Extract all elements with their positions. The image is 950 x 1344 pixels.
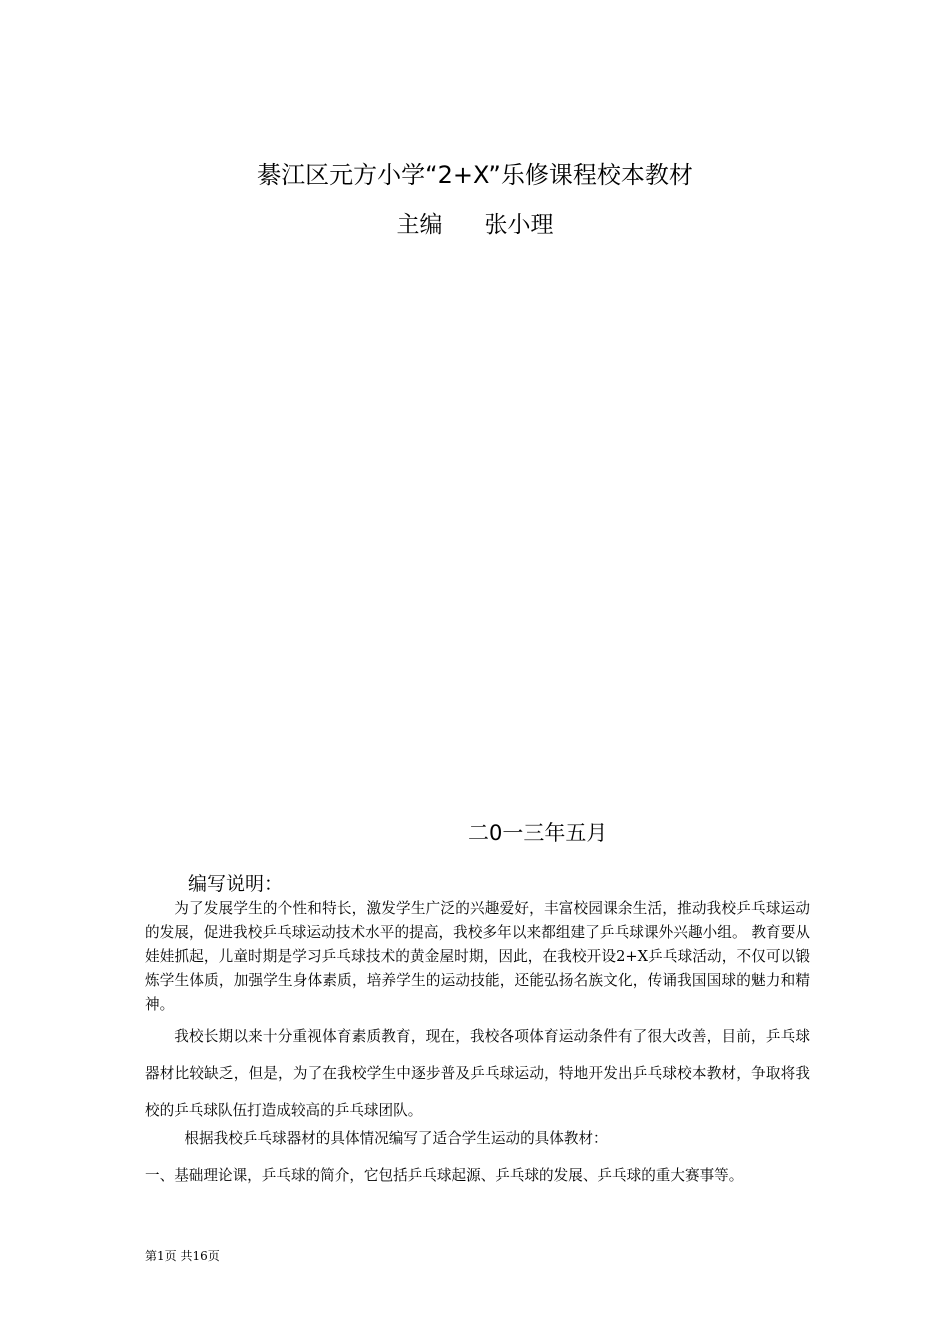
paragraph-background: 我校长期以来十分重视体育素质教育，现在，我校各项体育运动条件有了很大改善，目前，乒乓球器材比较缺乏，但是，为了在我校学生中逐步普及乒乓球运动，特地开发出乒乓球校本教材，争取将我校的乒乓球队伍打造成较高的乒乓球团队。 (145, 1028, 810, 1119)
publication-date: 二0一三年五月 (468, 821, 608, 845)
editor-name: 张小理 (484, 212, 554, 238)
paragraph-basis: 根据我校乒乓球器材的具体情况编写了适合学生运动的具体教材： (184, 1130, 608, 1147)
editor-label: 主编 (396, 212, 443, 238)
section-heading: 编写说明： (188, 873, 284, 895)
editor-line (0, 208, 950, 242)
paragraph-intro: 为了发展学生的个性和特长，激发学生广泛的兴趣爱好，丰富校园课余生活，推动我校乒乓球运动的发展，促进我校乒乓球运动技术水平的提高，我校多年以来都组建了乒乓球课外兴趣小组。 教育要从娃娃抓起，儿童时期是学习乒乓球技术的黄金屋时期，因此，在我校开设2+X乒乓球活动，不仅可以锻炼学生体质，加强学生身体素质，培养学生的运动技能，还能弘扬名族文化，传诵我国国球的魅力和精神。 (145, 900, 810, 1013)
page-footer: 第1页 共16页 (145, 1249, 220, 1263)
document-title: 綦江区元方小学“2+X”乐修课程校本教材 (257, 161, 693, 189)
paragraph-item-one: 一、基础理论课，乒乓球的简介，它包括乒乓球起源、乒乓球的发展、乒乓球的重大赛事等。 (145, 1167, 744, 1184)
